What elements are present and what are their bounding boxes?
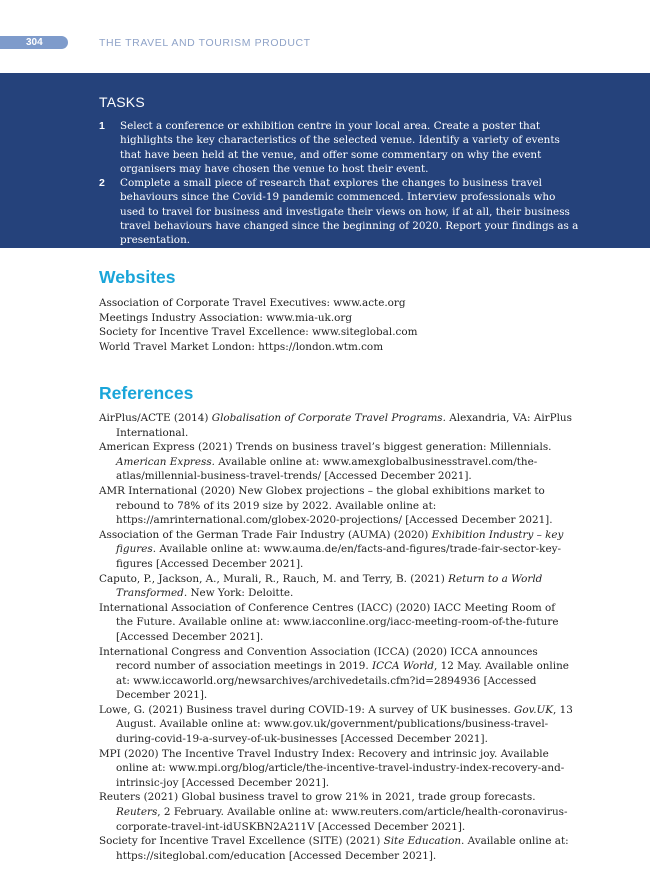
task-list <box>99 119 579 248</box>
reference-text: Alexandria, VA: AirPlus International. <box>116 412 572 439</box>
running-head: THE TRAVEL AND TOURISM PRODUCT <box>99 37 311 49</box>
task-number: 2 <box>99 177 105 190</box>
reference-text: Association of the German Trade Fair Industry (AUMA) (2020) <box>99 528 432 541</box>
website-item: Meetings Industry Association: www.mia-uk.org <box>99 311 353 324</box>
reference-text: Available online at: https://siteglobal.com/education [Accessed December 2021]. <box>116 835 569 862</box>
reference-italic: ICCA World <box>372 660 435 673</box>
reference-text: International Congress and Convention Association (ICCA) (2020) ICCA announces record number of association meetings in 2019. <box>99 645 538 673</box>
reference-text: AMR International (2020) New Globex projections – the global exhibitions market to rebound to 78% of its 2019 size by 2022. Available online at: https://amrinternational.com/globex-2020-projections/ [Accessed December 2021]. <box>99 484 553 527</box>
tasks-box <box>0 73 650 248</box>
reference-italic: American Express. <box>116 455 215 468</box>
reference-text: MPI (2020) The Incentive Travel Industry Index: Recovery and intrinsic joy. Available online at: www.mpi.org/blog/article/the-incentive-travel-industry-index-recovery-and-intrinsic-joy [Accessed December 2021]. <box>99 747 565 789</box>
reference-text: , 2 February. Available online at: www.reuters.com/article/health-coronavirus-corporate-travel-int-idUSKBN2A211V [Accessed December 2021]. <box>116 806 568 833</box>
reference-text: International Association of Conference Centres (IACC) (2020) IACC Meeting Room of the Future. Available online at: www.iacconline.org/iacc-meeting-room-of-the-future [Accessed December 2021]. <box>99 601 559 643</box>
page-header <box>0 0 650 60</box>
task-item <box>99 119 579 176</box>
reference-text: Caputo, P., Jackson, A., Murali, R., Rauch, M. and Terry, B. (2021) <box>99 572 449 585</box>
reference-entry <box>99 572 574 601</box>
reference-italic: Reuters <box>116 806 158 819</box>
reference-entry <box>99 790 574 834</box>
reference-entry <box>99 834 574 863</box>
task-number: 1 <box>99 120 105 132</box>
reference-text: Society for Incentive Travel Excellence (SITE) (2021) <box>99 835 384 848</box>
reference-text: Lowe, G. (2021) Business travel during COVID-19: A survey of UK businesses. <box>99 703 515 716</box>
reference-entry <box>99 645 574 703</box>
reference-text: American Express (2021) Trends on business travel’s biggest generation: Millennials. <box>99 441 552 454</box>
website-item: World Travel Market London: https://london.wtm.com <box>99 341 384 354</box>
reference-text: AirPlus/ACTE (2014) <box>99 412 212 424</box>
references-list <box>99 411 574 863</box>
reference-italic: Site Education. <box>383 835 465 848</box>
reference-text: , 13 August. Available online at: www.gov.uk/government/publications/business-travel-during-covid-19-a-survey-of-uk-businesses [Accessed December 2021]. <box>116 703 573 746</box>
task-text: Select a conference or exhibition centre in your local area. Create a poster that highlights the key characteristics of the selected venue. Identify a variety of events that have been held at the venue, and offer some commentary on why the event organisers may have chosen the venue to host their event. <box>120 120 560 175</box>
reference-entry <box>99 703 574 747</box>
references-title: References <box>99 383 194 403</box>
page-number: 304 <box>0 36 68 49</box>
reference-entry <box>99 484 574 528</box>
website-item: Society for Incentive Travel Excellence: www.siteglobal.com <box>99 326 418 339</box>
websites-list <box>99 296 579 355</box>
task-text: Complete a small piece of research that explores the changes to business travel behaviours since the Covid-19 pandemic commenced. Interview professionals who used to travel for business and investigate their views on how, if at all, their business travel behaviours have changed since the beginning of 2020. Report your findings as a presentation. <box>120 177 579 247</box>
reference-entry <box>99 411 574 440</box>
reference-entry <box>99 440 574 484</box>
reference-text: Available online at: www.auma.de/en/facts-and-figures/trade-fair-sector-key-figures [Accessed December 2021]. <box>116 543 561 570</box>
reference-entry <box>99 747 574 791</box>
reference-italic: Return to a World Transformed. <box>116 572 543 600</box>
reference-text: Available online at: www.amexglobalbusinesstravel.com/the-atlas/millennial-business-travel-trends/ [Accessed December 2021]. <box>116 455 538 483</box>
reference-italic: Gov.UK <box>514 703 554 716</box>
website-item: Association of Corporate Travel Executives: www.acte.org <box>99 297 406 309</box>
reference-italic: Exhibition Industry – key figures. <box>116 528 564 556</box>
reference-text: New York: Deloitte. <box>187 587 294 600</box>
reference-text: , 12 May. Available online at: www.iccaworld.org/newsarchives/archivedetails.cfm?id=2894936 [Accessed December 2021]. <box>116 660 569 702</box>
tasks-title: TASKS <box>99 94 145 110</box>
reference-italic: Globalisation of Corporate Travel Programs. <box>211 412 446 424</box>
reference-text: Reuters (2021) Global business travel to grow 21% in 2021, trade group forecasts. <box>99 791 536 804</box>
reference-entry <box>99 601 574 645</box>
task-item <box>99 176 579 247</box>
reference-entry <box>99 528 574 572</box>
websites-title: Websites <box>99 267 176 287</box>
